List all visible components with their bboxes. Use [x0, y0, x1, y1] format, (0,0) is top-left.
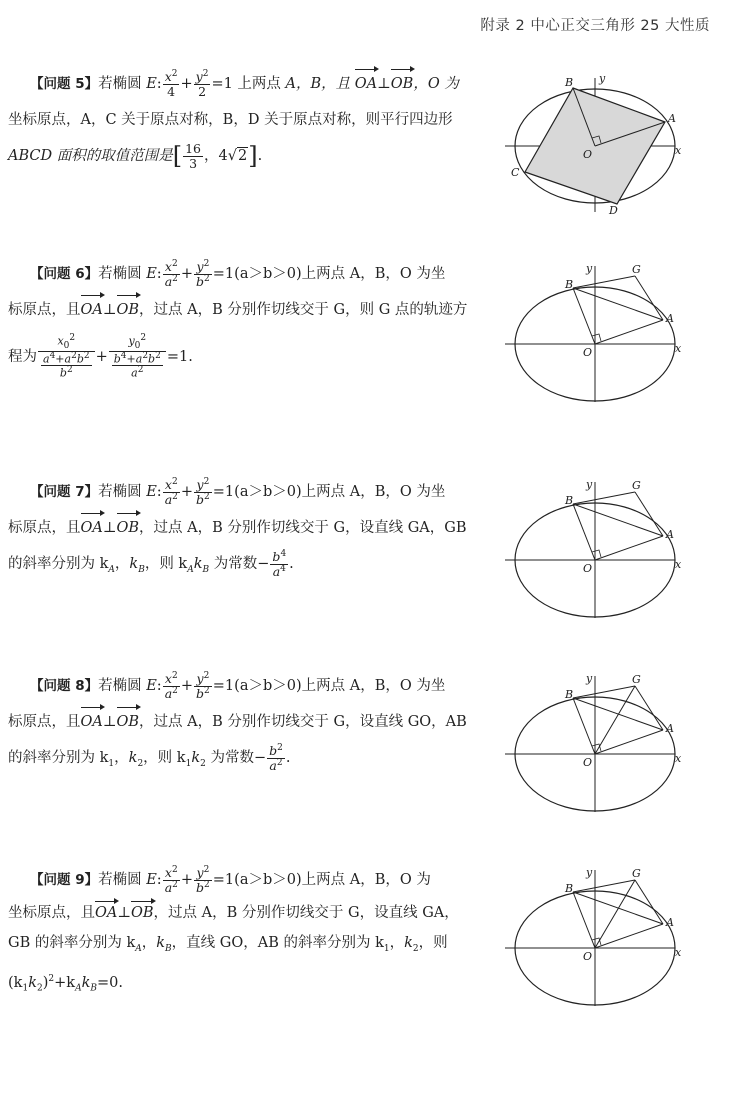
text: ，则	[418, 935, 448, 951]
text: 若椭圆	[98, 484, 142, 500]
figure-problem-5	[505, 72, 690, 220]
text: ，过点 A，B 分别作切线交于 G，设直线 GA，GB	[139, 520, 467, 536]
label-o: O	[583, 562, 593, 575]
text: .	[289, 556, 294, 572]
segment-oa	[595, 730, 663, 754]
label-b: B	[565, 76, 574, 89]
text: 标原点，且	[8, 302, 81, 318]
text: ，过点 A，B 分别作切线交于 G，设直线 GA，	[153, 905, 459, 921]
text: 为常数−	[213, 556, 270, 572]
label-y: y	[586, 672, 593, 685]
problem-line: 坐标原点，A，C 关于原点对称，B，D 关于原点对称，则平行四边形	[8, 112, 453, 128]
text: A，B，且	[285, 76, 351, 92]
segment-oa	[595, 924, 663, 948]
label-d: D	[609, 204, 618, 217]
segment-ab	[573, 504, 663, 536]
text: =0.	[96, 974, 123, 991]
figure-problem-7	[505, 478, 690, 626]
text: 坐标原点，且	[8, 905, 95, 921]
label-g: G	[632, 673, 641, 686]
segment-ob	[573, 698, 595, 754]
text: .	[285, 750, 291, 766]
tangent-ga	[635, 686, 663, 730]
text: ，过点 A，B 分别作切线交于 G，设直线 GO，AB	[139, 714, 467, 730]
text: ，4	[204, 148, 228, 164]
segment-ab	[573, 288, 663, 320]
label-x: x	[675, 946, 682, 959]
text: 的斜率分别为 k	[8, 750, 109, 766]
segment-go	[595, 880, 635, 948]
text: 若椭圆	[98, 678, 142, 694]
problem-tag: 【问题 6】	[30, 266, 99, 282]
label-o: O	[583, 346, 593, 359]
label-b: B	[565, 494, 574, 507]
tangent-ga	[635, 276, 663, 320]
label-o: O	[583, 950, 593, 963]
label-x: x	[675, 342, 682, 355]
range-numerator: 16	[185, 141, 202, 157]
problem-tag: 【问题 9】	[30, 872, 99, 888]
text: ，则 k	[144, 556, 188, 572]
problem-tag: 【问题 7】	[30, 484, 99, 500]
text: (k	[8, 974, 23, 991]
label-a: A	[666, 312, 674, 325]
label-a: A	[668, 112, 676, 125]
label-y: y	[599, 72, 606, 85]
problem-9: 【问题 9】若椭圆 E: $\frac{x^2}{a^2}$ + $\frac{y^2}{b^2}$ =1(a＞b＞0)上两点 A，B，O 为 坐标原点，且OA⊥OB，过点 A，B 分别作切线交于 G，设直线 GA， GB 的斜率分别为 $k_A$，$k_B$，直线 GO，AB 的斜率分别为 $k_1$，$k_2$，则 $(k_1k_2)^2+k_Ak_B=0$.	[8, 865, 459, 994]
text: )	[42, 974, 49, 991]
label-a: A	[666, 528, 674, 541]
text: 为常数−	[210, 750, 267, 766]
range-denominator: 3	[189, 155, 198, 171]
ellipse-name: E	[146, 76, 157, 92]
label-g: G	[632, 867, 641, 880]
text: GB 的斜率分别为 k	[8, 935, 136, 951]
figure-problem-9	[505, 866, 690, 1014]
perp-symbol: ⊥	[377, 76, 391, 92]
problem-6: 【问题 6】若椭圆 E: $\frac{x^2}{a^2}$ + $\frac{y^2}{b^2}$ =1(a＞b＞0)上两点 A，B，O 为坐 标原点，且OA⊥OB，过点 A，B 分别作切线交于 G，则 G 点的轨迹方 程为 $\frac{x_0^2}{\frac{a^4+a^2b^2}{b^2}}$ + $\frac{y_0^2}{\frac{b^4+a^2b^2}{a^2}}$ =1.	[8, 259, 468, 381]
text: =1(a＞b＞0)上两点 A，B，O 为	[212, 872, 431, 888]
problem-tag: 【问题 5】	[30, 76, 99, 92]
segment-oa	[595, 536, 663, 560]
text: 程为	[8, 348, 37, 365]
text: 标原点，且	[8, 714, 81, 730]
label-a: A	[666, 916, 674, 929]
text: 的斜率分别为 k	[8, 556, 109, 572]
text: ，O 为	[413, 76, 459, 92]
tangent-gb	[573, 686, 635, 698]
tangent-gb	[573, 276, 635, 288]
tangent-gb	[573, 880, 635, 892]
label-g: G	[632, 479, 641, 492]
tangent-ga	[635, 492, 663, 536]
segment-ob	[573, 892, 595, 948]
problem-8: 【问题 8】若椭圆 E: $\frac{x^2}{a^2}$ + $\frac{y^2}{b^2}$ =1(a＞b＞0)上两点 A，B，O 为坐 标原点，且OA⊥OB，过点 A，B 分别作切线交于 G，设直线 GO，AB 的斜率分别为 $k_1$，$k_2$，则 $k_1k_2$ 为常数− $\frac{b^2}{a^2}$ .	[8, 671, 467, 773]
tangent-ga	[635, 880, 663, 924]
label-b: B	[565, 278, 574, 291]
text: 若椭圆	[98, 266, 142, 282]
text: =1(a＞b＞0)上两点 A，B，O 为坐	[212, 266, 446, 282]
problem-5: 【问题 5】若椭圆 E: $\frac{x^2}{4}$ + $\frac{y^2}{2}$ =1 上两点 A，B，且 OA⊥OB，O 为 坐标原点，A，C 关于原点对称，B，D 关于原点对称，则平行四边形 ABCD 面积的取值范围是[ $\frac{16}{3}$ ，4√2].	[8, 66, 494, 174]
text: .	[257, 148, 263, 164]
text: 若椭圆	[98, 76, 142, 92]
text: ，则 k	[143, 750, 186, 766]
label-x: x	[675, 752, 682, 765]
label-c: C	[511, 166, 520, 179]
label-x: x	[675, 558, 682, 571]
tangent-gb	[573, 492, 635, 504]
figure-problem-8	[505, 672, 690, 820]
problem-7: 【问题 7】若椭圆 E: $\frac{x^2}{a^2}$ + $\frac{y^2}{b^2}$ =1(a＞b＞0)上两点 A，B，O 为坐 标原点，且OA⊥OB，过点 A，B 分别作切线交于 G，设直线 GA，GB 的斜率分别为 $k_A$，$k_B$，则 $k_Ak_B$ 为常数− $\frac{b^4}{a^4}$ .	[8, 477, 467, 579]
figure-problem-6	[505, 262, 690, 410]
segment-ob	[573, 288, 595, 344]
label-g: G	[632, 263, 641, 276]
text: +k	[54, 974, 76, 991]
label-o: O	[583, 148, 593, 161]
segment-ob	[573, 504, 595, 560]
label-x: x	[675, 144, 682, 157]
segment-oa	[595, 320, 663, 344]
text: ，直线 GO，AB 的斜率分别为 k	[171, 935, 384, 951]
sqrt-value: 2	[238, 148, 248, 164]
label-o: O	[583, 756, 593, 769]
segment-go	[595, 686, 635, 754]
text: ，过点 A，B 分别作切线交于 G，则 G 点的轨迹方	[139, 302, 468, 318]
label-y: y	[586, 478, 593, 491]
problem-tag: 【问题 8】	[30, 678, 99, 694]
text: =1(a＞b＞0)上两点 A，B，O 为坐	[212, 678, 446, 694]
text: 标原点，且	[8, 520, 81, 536]
label-a: A	[666, 722, 674, 735]
text: 若椭圆	[98, 872, 142, 888]
text: =1(a＞b＞0)上两点 A，B，O 为坐	[212, 484, 446, 500]
label-b: B	[565, 882, 574, 895]
text: =1.	[166, 348, 193, 365]
text: 上两点	[237, 76, 281, 92]
label-y: y	[586, 866, 593, 879]
text: ABCD 面积的取值范围是	[8, 148, 173, 164]
running-header: 附录 2 中心正交三角形 25 大性质	[480, 18, 710, 34]
equation-rhs: =1	[211, 76, 233, 92]
label-b: B	[565, 688, 574, 701]
label-y: y	[586, 262, 593, 275]
